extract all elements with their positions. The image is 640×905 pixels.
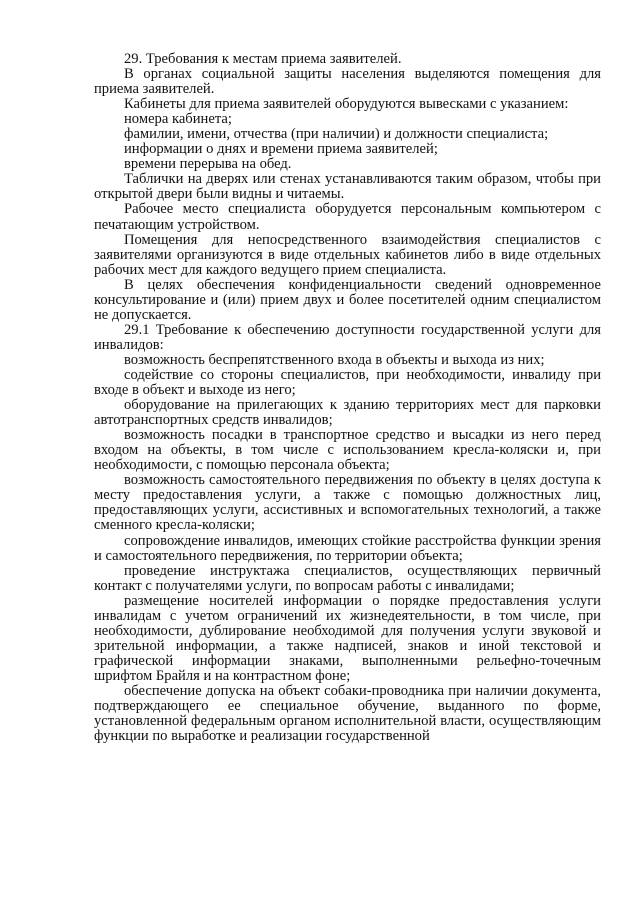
- list-item: возможность самостоятельного передвижения по объекту в целях доступа к месту предоставления услуги, а также с помощью должностных лиц, предоставляющих услуги, ассистивных и вспомогательных технологий, а также сменного кресла-коляски;: [94, 472, 601, 534]
- list-item: времени перерыва на обед.: [124, 156, 292, 173]
- list-item: размещение носителей информации о порядке предоставления услуги инвалидам с учетом ограничений их жизнедеятельности, в том числе, при необходимости, дублирование необходимой для получения услуги звуковой и зрительной информации, а также надписей, знаков и иной текстовой и графической информации знаками, выполненными рельефно-точечным шрифтом Брайля и на контрастном фоне;: [94, 592, 601, 684]
- list-item: возможность беспрепятственного входа в объекты и выхода из них;: [124, 351, 545, 368]
- list-item: фамилии, имени, отчества (при наличии) и должности специалиста;: [124, 126, 549, 143]
- list-item: возможность посадки в транспортное средство и высадки из него перед входом на объекты, в том числе с использованием кресла-коляски и, при необходимости, с помощью персонала объекта;: [94, 427, 601, 474]
- list-item: сопровождение инвалидов, имеющих стойкие расстройства функции зрения и самостоятельного передвижения, по территории объекта;: [94, 532, 601, 564]
- paragraph: Рабочее место специалиста оборудуется персональным компьютером с печатающим устройством.: [94, 201, 601, 233]
- paragraph: В органах социальной защиты населения выделяются помещения для приема заявителей.: [94, 66, 601, 98]
- section-heading-29-1: 29.1 Требование к обеспечению доступности государственной услуги для инвалидов:: [94, 321, 601, 353]
- list-item: информации о днях и времени приема заявителей;: [124, 141, 438, 158]
- list-item: содействие со стороны специалистов, при необходимости, инвалиду при входе в объект и выходе из него;: [94, 366, 601, 399]
- paragraph: Помещения для непосредственного взаимодействия специалистов с заявителями организуются в виде отдельных кабинетов либо в виде отдельных рабочих мест для каждого ведущего прием специалиста.: [94, 231, 601, 278]
- paragraph: Таблички на дверях или стенах устанавливаются таким образом, чтобы при открытой двери были видны и читаемы.: [94, 171, 601, 203]
- paragraph: В целях обеспечения конфиденциальности сведений одновременное консультирование и (или) прием двух и более посетителей одним специалистом не допускается.: [94, 276, 601, 323]
- list-item: проведение инструктажа специалистов, осуществляющих первичный контакт с получателями услуги, по вопросам работы с инвалидами;: [94, 562, 601, 594]
- list-item: номера кабинета;: [124, 111, 232, 128]
- list-item: оборудование на прилегающих к зданию территориях мест для парковки автотранспортных средств инвалидов;: [94, 397, 601, 429]
- section-heading-29: 29. Требования к местам приема заявителей.: [124, 51, 402, 67]
- paragraph: Кабинеты для приема заявителей оборудуются вывесками с указанием:: [124, 96, 569, 113]
- document-body: [94, 52, 601, 744]
- list-item: обеспечение допуска на объект собаки-проводника при наличии документа, подтверждающего ее специальное обучение, выданного по форме, установленной федеральным органом исполнительной власти, осуществляющим функции по выработке и реализации государственной: [94, 682, 601, 745]
